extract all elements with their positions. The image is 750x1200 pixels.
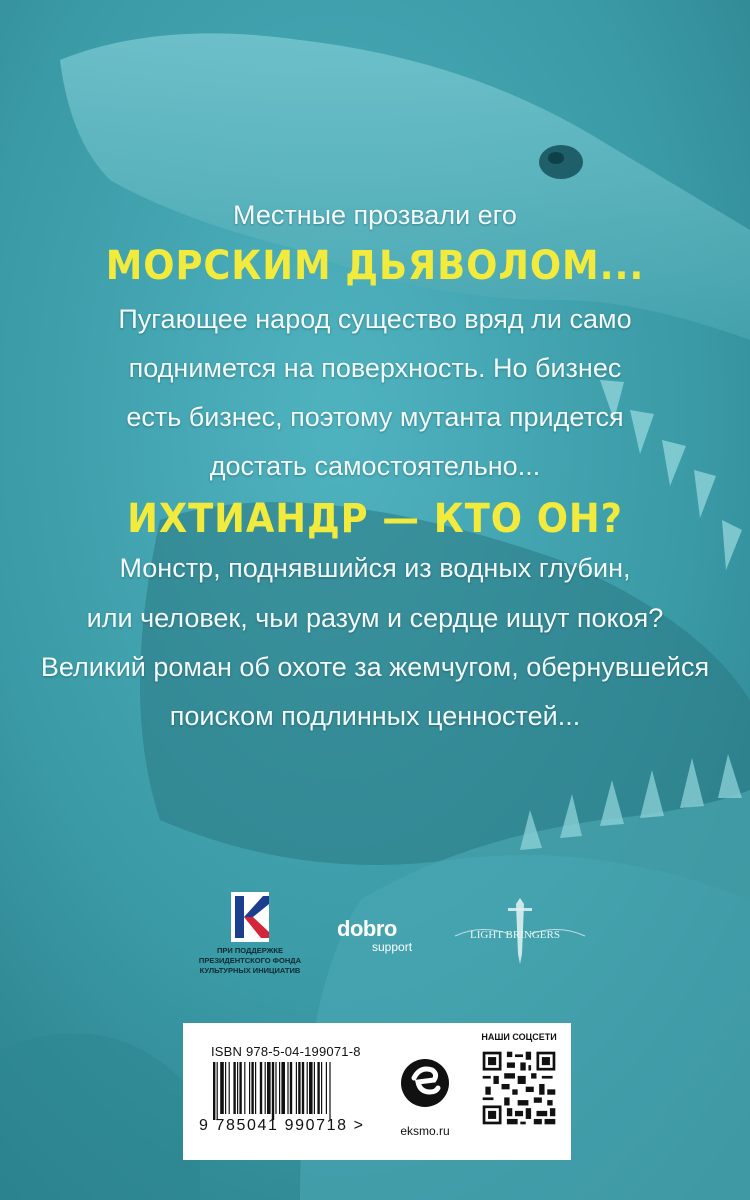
qr-code [480,1049,558,1127]
intro-line: Местные прозвали его [233,200,517,230]
barcode-bar [229,1062,230,1114]
barcode-bar [302,1062,304,1114]
paragraph-2-line-1: Монстр, поднявшийся из водных глубин, [119,553,631,583]
barcode-bar [265,1062,266,1114]
barcode-bar [217,1062,218,1120]
paragraph-2-line-3: Великий роман об охоте за жемчугом, обернувшейся [40,652,710,682]
barcode-bar [239,1062,241,1114]
ean-barcode [213,1062,373,1120]
headline-ichthyander: ИХТИАНДР — КТО ОН? [127,496,623,542]
dobro-sub: support [372,940,413,954]
barcode-bar [275,1062,276,1114]
barcode-bar [267,1062,271,1114]
barcode-bar [251,1062,253,1114]
barcode-bar [255,1062,256,1114]
barcode-bar [290,1062,292,1114]
sponsor-text [190,946,310,976]
sponsor-line-3: КУЛЬТУРНЫХ ИНИЦИАТИВ [199,966,301,975]
isbn-number: ISBN 978-5-04-199071-8 [211,1044,361,1059]
barcode-bar [326,1062,327,1114]
paragraph-1-line-1: Пугающее народ существо вряд ли само [118,304,632,334]
dobro-logo: dobro [337,916,397,941]
fund-k-logo [231,892,269,942]
barcode-bar [213,1062,215,1120]
paragraph-1-line-4: достать самостоятельно... [209,451,541,481]
ean-digits: 9 785041 990718 > [199,1117,365,1134]
paragraph-1-line-2: поднимется на поверхность. Но бизнес [128,353,622,383]
barcode-bar [272,1062,274,1120]
social-label: НАШИ СОЦСЕТИ [481,1032,557,1042]
headline-sea-devil: МОРСКИМ ДЬЯВОЛОМ... [105,243,645,289]
barcode-bar [317,1062,319,1114]
paragraph-2-line-2: или человек, чьи разум и сердце ищут покоя? [86,603,664,633]
barcode-bar [279,1062,280,1114]
barcode-bar [225,1062,226,1114]
barcode-bar [233,1062,235,1114]
paragraph-2-line-4: поиском подлинных ценностей... [169,701,581,731]
paragraph-1-line-3: есть бизнес, поэтому мутанта придется [126,402,624,432]
barcode-bar [260,1062,262,1114]
barcode-bar [309,1062,313,1114]
barcode-bar [321,1062,322,1114]
barcode-bar [249,1062,250,1114]
lightbringers-text: LIGHT BRINGERS [470,929,560,941]
barcode-bar [298,1062,300,1114]
barcode-bar [329,1062,330,1120]
barcode-bar [307,1062,308,1114]
eksmo-site: eksmo.ru [400,1124,450,1138]
sponsor-line-2: ПРЕЗИДЕНТСКОГО ФОНДА [198,956,302,965]
barcode-bar [281,1062,285,1114]
lightbringers-logo [450,896,590,966]
eksmo-logo [400,1048,450,1118]
barcode-bar [220,1062,224,1114]
barcode-bar [296,1062,297,1114]
barcode-bar [314,1062,315,1114]
barcode-bar [244,1062,245,1114]
barcode-bar [287,1062,288,1114]
barcode-bar [237,1062,238,1114]
sponsor-line-1: ПРИ ПОДДЕРЖКЕ [217,946,283,955]
